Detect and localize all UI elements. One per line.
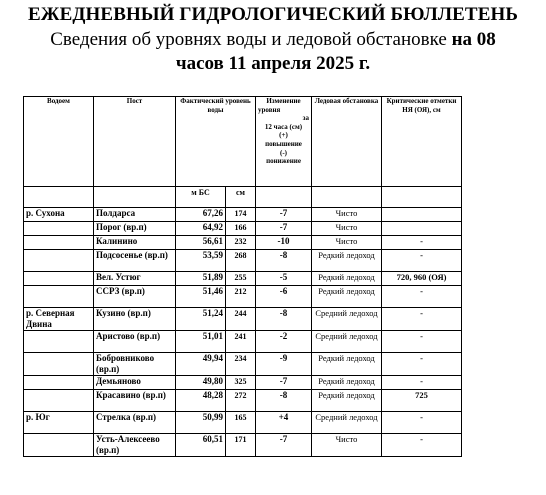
- table-row: [24, 331, 462, 353]
- post-cell: Усть-Алексеево (вр.п): [94, 434, 176, 457]
- level-cm-cell: 166: [226, 222, 256, 236]
- post-cell: Аристово (вр.п): [94, 331, 176, 353]
- ice-cell: Средний ледоход: [312, 331, 382, 353]
- level-cm-cell: 241: [226, 331, 256, 353]
- post-cell: Вел. Устюг: [94, 272, 176, 286]
- table-row: [24, 286, 462, 308]
- river-cell: р. Северная Двина: [24, 308, 94, 331]
- critical-cell: -: [382, 236, 462, 250]
- change-cell: -9: [256, 353, 312, 376]
- table-row: [24, 434, 462, 457]
- table-row: [24, 250, 462, 272]
- table-row: [24, 272, 462, 286]
- level-cm-cell: 165: [226, 412, 256, 434]
- level-cm-cell: 325: [226, 376, 256, 390]
- table-body: [24, 208, 462, 457]
- ice-cell: Редкий ледоход: [312, 286, 382, 308]
- ice-cell: Редкий ледоход: [312, 272, 382, 286]
- level-bs-cell: 49,94: [176, 353, 226, 376]
- bulletin-subtitle: [0, 29, 546, 51]
- critical-cell: -: [382, 376, 462, 390]
- level-cm-cell: 244: [226, 308, 256, 331]
- table-row: [24, 376, 462, 390]
- level-bs-cell: 50,99: [176, 412, 226, 434]
- change-cell: -7: [256, 434, 312, 457]
- unit-bs: м БС: [176, 187, 226, 208]
- critical-cell: 725: [382, 390, 462, 412]
- post-cell: Калинино: [94, 236, 176, 250]
- post-cell: Стрелка (вр.п): [94, 412, 176, 434]
- level-cm-cell: 268: [226, 250, 256, 272]
- change-line-3: за: [302, 114, 309, 123]
- river-cell: [24, 434, 94, 457]
- level-bs-cell: 51,89: [176, 272, 226, 286]
- change-cell: -8: [256, 308, 312, 331]
- level-cm-cell: 234: [226, 353, 256, 376]
- critical-cell: -: [382, 412, 462, 434]
- table-row: [24, 412, 462, 434]
- table-row: [24, 222, 462, 236]
- level-bs-cell: 60,51: [176, 434, 226, 457]
- river-cell: [24, 353, 94, 376]
- level-bs-cell: 51,46: [176, 286, 226, 308]
- change-line-8: понижение: [266, 157, 301, 166]
- change-cell: -7: [256, 222, 312, 236]
- change-line-2: уровня: [258, 105, 281, 114]
- critical-cell: -: [382, 286, 462, 308]
- unit-cm: см: [226, 187, 256, 208]
- critical-cell: -: [382, 434, 462, 457]
- table-row: [24, 208, 462, 222]
- level-bs-cell: 64,92: [176, 222, 226, 236]
- table-row: [24, 308, 462, 331]
- col-header-change: [256, 97, 312, 187]
- change-cell: -7: [256, 376, 312, 390]
- river-cell: [24, 222, 94, 236]
- change-cell: -8: [256, 250, 312, 272]
- units-row: [24, 187, 462, 208]
- header-row: [24, 97, 462, 187]
- post-cell: Полдарса: [94, 208, 176, 222]
- river-cell: р. Сухона: [24, 208, 94, 222]
- change-cell: -10: [256, 236, 312, 250]
- level-bs-cell: 49,80: [176, 376, 226, 390]
- ice-cell: Чисто: [312, 222, 382, 236]
- col-header-post: Пост: [94, 97, 176, 187]
- ice-cell: Редкий ледоход: [312, 390, 382, 412]
- level-bs-cell: 56,61: [176, 236, 226, 250]
- units-empty-river: [24, 187, 94, 208]
- post-cell: Кузино (вр.п): [94, 308, 176, 331]
- level-cm-cell: 272: [226, 390, 256, 412]
- river-cell: [24, 331, 94, 353]
- change-cell: -5: [256, 272, 312, 286]
- river-cell: [24, 250, 94, 272]
- level-bs-cell: 48,28: [176, 390, 226, 412]
- post-cell: Демьяново: [94, 376, 176, 390]
- level-cm-cell: 255: [226, 272, 256, 286]
- river-cell: [24, 376, 94, 390]
- subtitle-plain: Сведения об уровнях воды и ледовой обстановке: [50, 29, 452, 50]
- ice-cell: Редкий ледоход: [312, 353, 382, 376]
- ice-cell: Чисто: [312, 236, 382, 250]
- water-level-table: [23, 96, 462, 457]
- level-bs-cell: 51,24: [176, 308, 226, 331]
- post-cell: Подсосенье (вр.п): [94, 250, 176, 272]
- units-empty-post: [94, 187, 176, 208]
- ice-cell: Редкий ледоход: [312, 250, 382, 272]
- change-line-5: (+): [279, 131, 288, 140]
- col-header-critical: Критические отметки НЯ (ОЯ), см: [382, 97, 462, 187]
- col-header-ice: Ледовая обстановка: [312, 97, 382, 187]
- col-header-river: Водоем: [24, 97, 94, 187]
- level-cm-cell: 174: [226, 208, 256, 222]
- level-bs-cell: 51,01: [176, 331, 226, 353]
- units-empty-change: [256, 187, 312, 208]
- river-cell: [24, 272, 94, 286]
- change-cell: -6: [256, 286, 312, 308]
- post-cell: Бобровниково (вр.п): [94, 353, 176, 376]
- critical-cell: 720, 960 (ОЯ): [382, 272, 462, 286]
- critical-cell: -: [382, 308, 462, 331]
- critical-cell: -: [382, 250, 462, 272]
- change-line-7: (-): [280, 148, 287, 157]
- table-row: [24, 236, 462, 250]
- change-cell: +4: [256, 412, 312, 434]
- level-cm-cell: 232: [226, 236, 256, 250]
- change-line-6: повышение: [265, 139, 302, 148]
- post-cell: Красавино (вр.п): [94, 390, 176, 412]
- ice-cell: Чисто: [312, 434, 382, 457]
- level-cm-cell: 212: [226, 286, 256, 308]
- ice-cell: Средний ледоход: [312, 308, 382, 331]
- subtitle-bold: на 08: [451, 29, 496, 50]
- change-cell: -8: [256, 390, 312, 412]
- change-cell: -7: [256, 208, 312, 222]
- post-cell: Порог (вр.п): [94, 222, 176, 236]
- col-header-level: Фактический уровень воды: [176, 97, 256, 187]
- river-cell: р. Юг: [24, 412, 94, 434]
- ice-cell: Средний ледоход: [312, 412, 382, 434]
- critical-cell: [382, 208, 462, 222]
- change-line-1: Изменение: [266, 97, 301, 105]
- level-cm-cell: 171: [226, 434, 256, 457]
- change-line-4: 12 часа (см): [264, 122, 303, 131]
- units-empty-ice: [312, 187, 382, 208]
- table-row: [24, 353, 462, 376]
- critical-cell: [382, 222, 462, 236]
- ice-cell: Редкий ледоход: [312, 376, 382, 390]
- river-cell: [24, 236, 94, 250]
- level-bs-cell: 53,59: [176, 250, 226, 272]
- table-row: [24, 390, 462, 412]
- river-cell: [24, 390, 94, 412]
- critical-cell: -: [382, 353, 462, 376]
- units-empty-critical: [382, 187, 462, 208]
- change-cell: -2: [256, 331, 312, 353]
- ice-cell: Чисто: [312, 208, 382, 222]
- level-bs-cell: 67,26: [176, 208, 226, 222]
- critical-cell: -: [382, 331, 462, 353]
- bulletin-title: ЕЖЕДНЕВНЫЙ ГИДРОЛОГИЧЕСКИЙ БЮЛЛЕТЕНЬ: [27, 4, 519, 25]
- river-cell: [24, 286, 94, 308]
- post-cell: ССРЗ (вр.п): [94, 286, 176, 308]
- bulletin-date: часов 11 апреля 2025 г.: [175, 53, 371, 74]
